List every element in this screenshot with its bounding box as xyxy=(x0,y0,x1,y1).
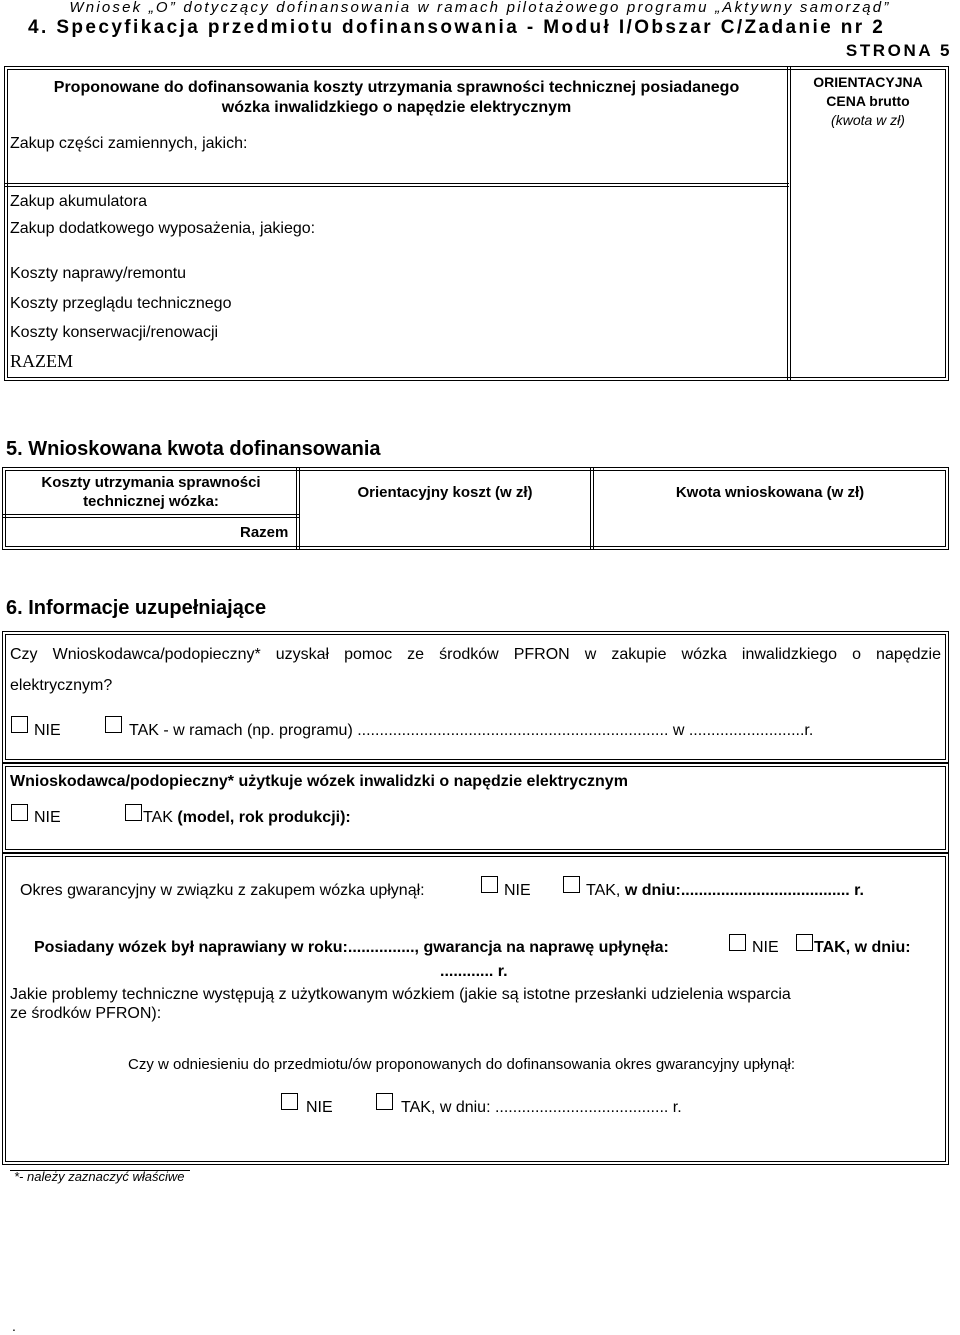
price-column-header: ORIENTACYJNA CENA brutto (kwota w zł) xyxy=(813,74,923,128)
cost-table-column-divider xyxy=(787,66,791,381)
requested-col-requested-amount: Kwota wnioskowana (w zł) xyxy=(675,484,865,501)
section-6-heading: 6. Informacje uzupełniające xyxy=(6,597,267,619)
repair-warranty-no-label: NIE xyxy=(752,939,779,956)
proposed-items-warranty-question: Czy w odniesieniu do przedmiotu/ów proponowanych do dofinansowania okres gwarancyjny upłynął: xyxy=(128,1056,796,1073)
cost-row-battery: Zakup akumulatora xyxy=(10,193,147,210)
pfron-aid-no-label: NIE xyxy=(34,722,61,739)
cost-row-repair: Koszty naprawy/remontu xyxy=(10,265,187,282)
requested-total-label: Razem xyxy=(240,524,289,541)
technical-problems-question: Jakie problemy techniczne występują z użytkowanym wózkiem (jakie są istotne przesłanki udzielenia wsparcia ze środków PFRON): xyxy=(10,986,791,1022)
repair-warranty-yes-label: TAK, w dniu: xyxy=(814,939,911,956)
requested-col-estimated-cost: Orientacyjny koszt (w zł) xyxy=(357,484,533,501)
pfron-aid-yes-checkbox[interactable] xyxy=(105,716,122,733)
warranty-question: Okres gwarancyjny w związku z zakupem wózka upłynął: xyxy=(20,882,425,899)
warranty-no-label: NIE xyxy=(504,882,531,899)
warranty-no-checkbox[interactable] xyxy=(481,876,498,893)
repair-warranty-date: ............ r. xyxy=(440,963,508,980)
requested-table-divider-1 xyxy=(296,467,300,550)
wheelchair-usage-title: Wnioskodawca/podopieczny* użytkuje wózek inwalidzki o napędzie elektrycznym xyxy=(10,773,628,790)
warranty-yes-checkbox[interactable] xyxy=(563,876,580,893)
pfron-aid-question: Czy Wnioskodawca/podopieczny* uzyskał pomoc ze środków PFRON w zakupie wózka inwalidzkiego o napędzie xyxy=(10,646,941,663)
wheelchair-usage-no-checkbox[interactable] xyxy=(11,804,28,821)
spare-parts-label: Zakup części zamiennych, jakich: xyxy=(10,135,248,152)
warranty-yes-label: TAK, w dniu:...................................... r. xyxy=(586,882,864,899)
proposed-warranty-yes-label: TAK, w dniu: ....................................... r. xyxy=(401,1099,682,1116)
requested-table-row-divider xyxy=(2,514,300,518)
pfron-aid-question-cont: elektrycznym? xyxy=(10,677,113,694)
pfron-aid-no-checkbox[interactable] xyxy=(11,716,28,733)
pfron-aid-yes-label: TAK - w ramach (np. programu) ...................................................................... w ..........................r. xyxy=(129,722,814,739)
proposed-warranty-no-checkbox[interactable] xyxy=(281,1093,298,1110)
repair-warranty-no-checkbox[interactable] xyxy=(729,934,746,951)
cost-table-title: Proponowane do dofinansowania koszty utrzymania sprawności technicznej posiadanego wózka inwalidzkiego o napędzie elektrycznym xyxy=(53,79,740,116)
cost-total-label: RAZEM xyxy=(10,351,73,371)
repair-question: Posiadany wózek był naprawiany w roku:..............., gwarancja na naprawę upłynęła: xyxy=(34,939,669,956)
proposed-warranty-yes-checkbox[interactable] xyxy=(376,1093,393,1110)
cost-row-inspection: Koszty przeglądu technicznego xyxy=(10,295,232,312)
wheelchair-usage-yes-checkbox[interactable] xyxy=(125,804,142,821)
wheelchair-usage-no-label: NIE xyxy=(34,809,61,826)
repair-warranty-yes-checkbox[interactable] xyxy=(796,934,813,951)
requested-table-divider-2 xyxy=(590,467,594,550)
section-5-heading: 5. Wnioskowana kwota dofinansowania xyxy=(6,438,381,460)
page-end-mark: . xyxy=(12,1318,16,1334)
document-header-program: Wniosek „O” dotyczący dofinansowania w ramach pilotażowego programu „Aktywny samorząd” xyxy=(69,0,891,16)
cost-table-header-divider xyxy=(4,183,789,187)
footnote: *- należy zaznaczyć właściwe xyxy=(14,1169,185,1184)
cost-row-equipment: Zakup dodatkowego wyposażenia, jakiego: xyxy=(10,220,316,237)
cost-row-maintenance: Koszty konserwacji/renowacji xyxy=(10,324,219,341)
requested-col-costs: Koszty utrzymania sprawności technicznej wózka: xyxy=(41,474,261,510)
section-4-title: 4. Specyfikacja przedmiotu dofinansowania - Moduł I/Obszar C/Zadanie nr 2 xyxy=(28,17,886,38)
wheelchair-usage-yes-label: TAK (model, rok produkcji): xyxy=(143,809,351,826)
page-number: STRONA 5 xyxy=(845,41,952,60)
proposed-warranty-no-label: NIE xyxy=(306,1099,333,1116)
